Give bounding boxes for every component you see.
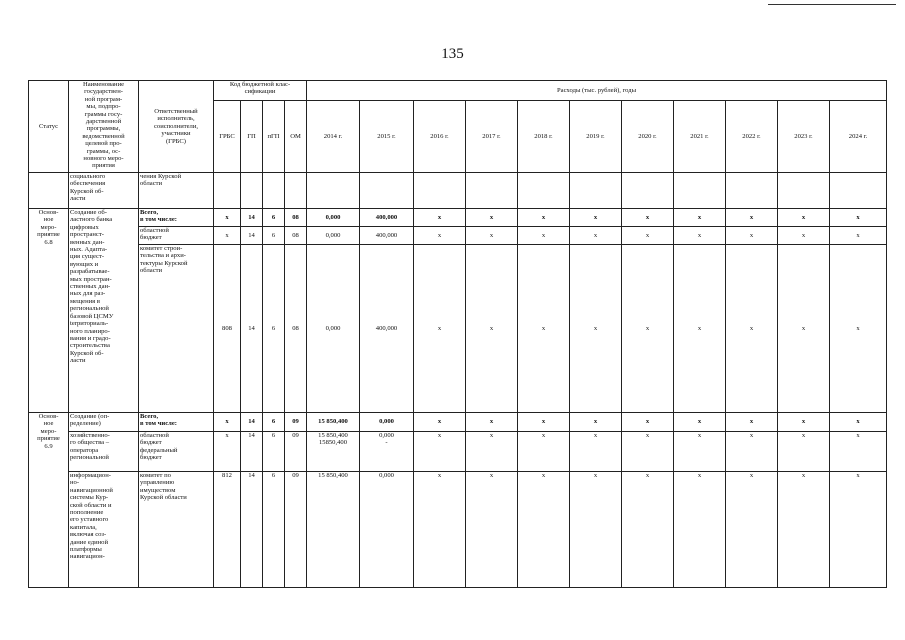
header-pgp: пГП [263, 101, 285, 173]
grbs-cell: x [214, 413, 241, 432]
header-status: Статус [29, 81, 69, 173]
page-number: 135 [441, 46, 464, 62]
executor-cell: областной бюджет [139, 227, 214, 245]
value-cell: 0,000 - [360, 432, 414, 472]
gp-cell: 14 [241, 245, 263, 413]
value-cell: x [674, 472, 726, 588]
gp-cell: 14 [241, 432, 263, 472]
value-cell: x [570, 245, 622, 413]
value-cell: 0,000 [307, 209, 360, 227]
om-cell: 09 [285, 432, 307, 472]
status-cell: Основ- ное меро- приятие 6.8 [29, 209, 69, 413]
value-cell: x [830, 413, 887, 432]
header-year: 2020 г. [622, 101, 674, 173]
pgp-cell: 6 [263, 432, 285, 472]
status-cell [29, 173, 69, 209]
value-cell: x [570, 432, 622, 472]
header-year: 2022 г. [726, 101, 778, 173]
header-executor: Ответственный исполнитель, соисполнители, участники (ГРБС) [139, 81, 214, 173]
value-cell: x [622, 413, 674, 432]
om-cell: 09 [285, 472, 307, 588]
value-cell: x [570, 227, 622, 245]
value-cell: x [778, 413, 830, 432]
pgp-cell: 6 [263, 413, 285, 432]
header-om: ОМ [285, 101, 307, 173]
value-cell: x [466, 472, 518, 588]
value-cell: x [674, 227, 726, 245]
value-cell: 0,000 [307, 245, 360, 413]
gp-cell: 14 [241, 413, 263, 432]
name-cell: Создание об- ластного банка цифровых пространст- венных дан- ных. Адапта- ция сущест- вующих и разрабатывае- мых простран- ственных дан- ных для раз- мещения в региональной базовой ЦСМУ terриториаль- ного планиро- вания и градо- строительства Курской об- ласти [69, 209, 139, 413]
value-cell: x [726, 209, 778, 227]
header-grbs: ГРБС [214, 101, 241, 173]
header-year: 2018 г. [518, 101, 570, 173]
value-cell: x [466, 432, 518, 472]
value-cell: x [830, 245, 887, 413]
value-cell: x [414, 472, 466, 588]
value-cell: x [830, 432, 887, 472]
value-cell: x [778, 209, 830, 227]
header-year: 2023 г. [778, 101, 830, 173]
value-cell: x [830, 227, 887, 245]
value-cell: x [466, 413, 518, 432]
value-cell: 400,000 [360, 209, 414, 227]
table-row [29, 245, 887, 413]
value-cell: x [570, 413, 622, 432]
status-cell: Основ- ное меро- приятие 6.9 [29, 413, 69, 588]
executor-cell: чения Курской области [139, 173, 214, 209]
gp-cell: 14 [241, 472, 263, 588]
pgp-cell: 6 [263, 245, 285, 413]
table-row [29, 413, 887, 432]
table-row [29, 432, 887, 472]
value-cell: x [466, 227, 518, 245]
gp-cell: 14 [241, 209, 263, 227]
top-rule [768, 4, 896, 5]
header-expenses-group: Расходы (тыс. рублей), годы [307, 81, 887, 101]
value-cell: x [622, 227, 674, 245]
value-cell: 0,000 [360, 472, 414, 588]
header-year: 2021 г. [674, 101, 726, 173]
value-cell: 15 850,400 [307, 413, 360, 432]
name-cell: информацион- но- навигационной системы Кур- ской области и пополнение его уставного капитала, включая соз- дание единой платформы навигацион- [69, 472, 139, 588]
value-cell: x [518, 209, 570, 227]
executor-cell: Всего, в том числе: [139, 413, 214, 432]
value-cell: x [778, 245, 830, 413]
om-cell: 09 [285, 413, 307, 432]
value-cell: x [414, 209, 466, 227]
executor-cell: Всего, в том числе: [139, 209, 214, 227]
table-row [29, 472, 887, 588]
header-year: 2015 г. [360, 101, 414, 173]
grbs-cell: 808 [214, 245, 241, 413]
value-cell: x [570, 209, 622, 227]
pgp-cell: 6 [263, 472, 285, 588]
value-cell: x [622, 432, 674, 472]
value-cell: x [726, 432, 778, 472]
value-cell: x [726, 413, 778, 432]
gp-cell: 14 [241, 227, 263, 245]
value-cell: 15 850,400 15850,400 [307, 432, 360, 472]
value-cell: x [830, 209, 887, 227]
header-row [29, 81, 887, 101]
value-cell: x [622, 472, 674, 588]
value-cell: x [674, 432, 726, 472]
value-cell: x [726, 227, 778, 245]
value-cell: x [622, 245, 674, 413]
value-cell: x [622, 209, 674, 227]
value-cell: x [570, 472, 622, 588]
grbs-cell: x [214, 432, 241, 472]
budget-table [28, 80, 887, 588]
value-cell: x [674, 209, 726, 227]
value-cell: 15 850,400 [307, 472, 360, 588]
value-cell: x [414, 413, 466, 432]
pgp-cell: 6 [263, 209, 285, 227]
name-cell: хозяйственно- го общества – оператора региональной [69, 432, 139, 472]
om-cell: 08 [285, 227, 307, 245]
om-cell: 08 [285, 209, 307, 227]
value-cell: 0,000 [360, 413, 414, 432]
value-cell: x [414, 227, 466, 245]
value-cell: x [830, 472, 887, 588]
value-cell: x [778, 472, 830, 588]
header-year: 2024 г. [830, 101, 887, 173]
value-cell: 0,000 [307, 227, 360, 245]
value-cell: x [778, 227, 830, 245]
value-cell: x [674, 245, 726, 413]
table-row [29, 173, 887, 209]
value-cell: x [518, 227, 570, 245]
header-year: 2014 г. [307, 101, 360, 173]
value-cell: x [518, 413, 570, 432]
value-cell: x [466, 209, 518, 227]
table-row [29, 209, 887, 227]
value-cell: x [518, 245, 570, 413]
header-year: 2016 г. [414, 101, 466, 173]
name-cell: Создание (оп- ределение) [69, 413, 139, 432]
header-code-group: Код бюджетной клас- сификации [214, 81, 307, 101]
grbs-cell: x [214, 209, 241, 227]
executor-cell: комитет по управлению имуществом Курской области [139, 472, 214, 588]
value-cell: x [778, 432, 830, 472]
executor-cell: областной бюджет федеральный бюджет [139, 432, 214, 472]
pgp-cell: 6 [263, 227, 285, 245]
value-cell: x [726, 472, 778, 588]
value-cell: x [726, 245, 778, 413]
header-year: 2017 г. [466, 101, 518, 173]
value-cell: x [674, 413, 726, 432]
value-cell: x [466, 245, 518, 413]
value-cell: x [518, 472, 570, 588]
value-cell: 400,000 [360, 227, 414, 245]
header-name: Наименование государствен- ной програм- мы, подпро- граммы госу- дарственной программы, ведомственной целевой про- граммы, ос- новного меро- приятия [69, 81, 139, 173]
header-gp: ГП [241, 101, 263, 173]
name-cell: социального обеспечения Курской об- ласти [69, 173, 139, 209]
om-cell: 08 [285, 245, 307, 413]
value-cell: x [414, 432, 466, 472]
executor-cell: комитет строи- тельства и архи- тектуры Курской области [139, 245, 214, 413]
value-cell: x [518, 432, 570, 472]
value-cell: x [414, 245, 466, 413]
value-cell: 400,000 [360, 245, 414, 413]
grbs-cell: 812 [214, 472, 241, 588]
header-year: 2019 г. [570, 101, 622, 173]
grbs-cell: x [214, 227, 241, 245]
table-row [29, 227, 887, 245]
